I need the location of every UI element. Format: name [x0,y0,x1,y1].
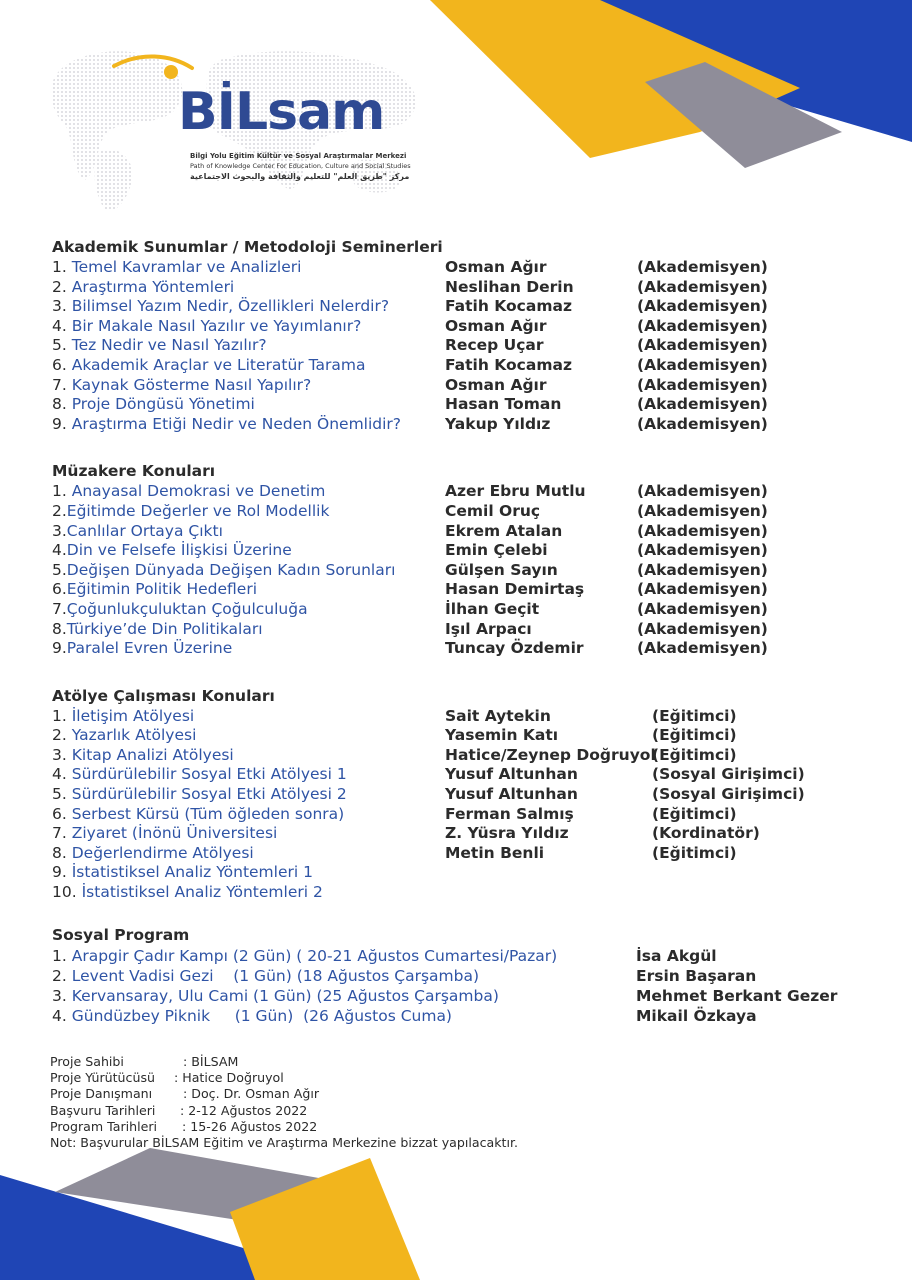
debate-row [52,639,768,659]
academic-row [52,297,768,317]
organizer-name: İsa Akgül [636,946,717,965]
debate-row [52,501,768,522]
program-content [52,236,838,1026]
item-number: 6. [52,804,67,823]
presenter-role: (Akademisyen) [637,560,768,579]
bilsam-logo [40,30,430,220]
topic-text: Bilimsel Yazım Nedir, Özellikleri Nelerdir? [71,297,390,316]
academic-row [52,277,768,298]
academic-row [52,258,768,278]
topic-text: Kitap Analizi Atölyesi [71,745,234,764]
item-number: 5. [52,785,67,804]
info-key: Proje Danışmanı [50,1086,153,1102]
organizer-name: Ersin Başaran [636,966,757,985]
item-number: 4. [52,1006,67,1025]
item-number: 3. [52,986,67,1005]
trainer-name: Ferman Salmış [445,804,574,823]
workshop-row [52,726,737,746]
topic-text: Kervansaray, Ulu Cami (1 Gün) (25 Ağustos Çarşamba) [71,986,499,1005]
info-row [50,1070,518,1086]
item-number: 4. [52,541,67,560]
item-number: 4. [52,316,67,335]
info-row [50,1119,518,1135]
academic-row [52,336,768,356]
debate-section [52,460,768,658]
presenter-role: (Akademisyen) [637,541,768,560]
info-key: Proje Sahibi [50,1054,124,1069]
item-number: 2. [52,726,67,745]
trainer-role: (Eğitimci) [652,706,737,725]
section-spacer [52,434,557,460]
presenter-name: Fatih Kocamaz [445,297,572,316]
trainer-role: (Kordinatör) [652,824,760,843]
item-number: 3. [52,521,67,540]
presenter-name: Hasan Toman [445,395,562,414]
presenter-name: Emin Çelebi [445,541,548,560]
topic-text: Ziyaret (İnönü Üniversitesi [71,824,278,843]
trainer-name: Sait Aytekin [445,706,551,725]
item-number: 7. [52,375,67,394]
section-title-social: Sosyal Program [52,925,190,944]
social-row [52,946,717,966]
item-number: 2. [52,966,67,985]
trainer-role: (Eğitimci) [652,745,737,764]
project-info [50,1054,518,1151]
workshop-row [52,765,805,785]
trainer-name: Hatice/Zeynep Doğruyol [445,745,656,764]
presenter-role: (Akademisyen) [637,355,768,374]
info-value: : BİLSAM [183,1054,239,1069]
academic-row [52,316,768,337]
presenter-name: Ekrem Atalan [445,521,563,540]
application-note: Not: Başvurular BİLSAM Eğitim ve Araştırma Merkezine bizzat yapılacaktır. [50,1134,518,1150]
logo-brand-text: BİLsam [178,82,385,142]
topic-text: Çoğunlukçuluktan Çoğulculuğa [66,599,308,618]
topic-text: Eğitimin Politik Hedefleri [66,580,257,599]
topic-text: Değişen Dünyada Değişen Kadın Sorunları [66,560,396,579]
section-title-debate: Müzakere Konuları [52,462,216,481]
item-number: 1. [52,706,67,725]
debate-row [52,580,768,600]
trainer-name: Metin Benli [445,843,545,862]
debate-row [52,521,768,542]
workshop-row [52,785,805,805]
item-number: 7. [52,599,67,618]
academic-row [52,375,768,396]
presenter-name: Hasan Demirtaş [445,580,585,599]
social-row [52,966,757,986]
trainer-name: Yusuf Altunhan [445,765,578,784]
trainer-role: (Eğitimci) [652,804,737,823]
presenter-name: Osman Ağır [445,316,547,335]
item-number: 6. [52,580,67,599]
topic-text: Canlılar Ortaya Çıktı [66,521,223,540]
topic-text: Tez Nedir ve Nasıl Yazılır? [71,336,267,355]
topic-text: Eğitimde Değerler ve Rol Modellik [66,501,330,520]
trainer-role: (Eğitimci) [652,726,737,745]
presenter-role: (Akademisyen) [637,580,768,599]
topic-text: Yazarlık Atölyesi [71,726,197,745]
topic-text: Araştırma Yöntemleri [71,277,235,296]
topic-text: Bir Makale Nasıl Yazılır ve Yayımlanır? [71,316,362,335]
item-number: 5. [52,560,67,579]
academic-row [52,414,768,435]
debate-row [52,541,768,561]
presenter-name: Neslihan Derin [445,277,574,296]
presenter-role: (Akademisyen) [637,297,768,316]
presenter-role: (Akademisyen) [637,482,768,501]
item-number: 5. [52,336,67,355]
workshop-row [52,706,737,727]
info-row [50,1086,518,1102]
section-spacer [52,903,557,924]
logo-subtitle-en: Path of Knowledge Center For Education, Culture and Social Studies [190,162,411,170]
presenter-name: İlhan Geçit [445,599,540,618]
academic-row [52,355,768,376]
presenter-role: (Akademisyen) [637,619,768,638]
workshop-row [52,824,760,844]
topic-text: Arapgir Çadır Kampı (2 Gün) ( 20-21 Ağustos Cumartesi/Pazar) [71,946,558,965]
topic-text: Serbest Kürsü (Tüm öğleden sonra) [71,804,345,823]
organizer-name: Mehmet Berkant Gezer [636,986,838,1005]
social-section [52,924,838,1026]
presenter-name: Işıl Arpacı [445,619,532,638]
section-title-workshop: Atölye Çalışması Konuları [52,686,275,705]
presenter-role: (Akademisyen) [637,501,768,520]
topic-text: Proje Döngüsü Yönetimi [71,395,255,414]
topic-text: Akademik Araçlar ve Literatür Tarama [71,355,366,374]
presenter-name: Yakup Yıldız [445,414,551,433]
item-number: 9. [52,863,67,882]
section-title-academic: Akademik Sunumlar / Metodoloji Seminerleri [52,238,443,256]
topic-text: İstatistiksel Analiz Yöntemleri 1 [71,863,313,882]
topic-text: Sürdürülebilir Sosyal Etki Atölyesi 2 [71,785,347,804]
workshop-row [52,863,557,883]
presenter-role: (Akademisyen) [637,599,768,618]
info-key: Proje Yürütücüsü [50,1070,155,1086]
academic-section [52,236,768,434]
topic-text: İstatistiksel Analiz Yöntemleri 2 [81,883,323,902]
topic-text: Gündüzbey Piknik (1 Gün) (26 Ağustos Cuma) [71,1006,452,1025]
trainer-role: (Sosyal Girişimci) [652,765,805,784]
item-number: 8. [52,619,67,638]
debate-row [52,482,768,502]
presenter-name: Osman Ağır [445,258,547,276]
organizer-name: Mikail Özkaya [636,1006,757,1025]
item-number: 3. [52,745,67,764]
trainer-name: Yasemin Katı [445,726,559,745]
workshop-row [52,745,737,766]
presenter-role: (Akademisyen) [637,414,768,433]
workshop-row [52,843,737,864]
item-number: 2. [52,277,67,296]
trainer-name: Z. Yüsra Yıldız [445,824,569,843]
item-number: 1. [52,946,67,965]
item-number: 8. [52,395,67,414]
debate-row [52,619,768,640]
presenter-role: (Akademisyen) [637,375,768,394]
info-value: : Hatice Doğruyol [174,1070,284,1086]
logo-subtitle-ar: مركز "طريق العلم" للتعليم والثقافة والبحوث الاجتماعية [190,172,410,181]
social-row [52,986,838,1006]
debate-row [52,599,768,620]
section-spacer [52,659,557,685]
item-number: 10. [52,883,77,902]
social-row [52,1006,757,1026]
workshop-section [52,685,805,903]
trainer-role: (Sosyal Girişimci) [652,785,805,804]
item-number: 1. [52,258,67,276]
presenter-name: Recep Uçar [445,336,544,355]
topic-text: Sürdürülebilir Sosyal Etki Atölyesi 1 [71,765,347,784]
info-row [50,1054,518,1070]
topic-text: Araştırma Etiği Nedir ve Neden Önemlidir? [71,414,402,433]
info-value: : 2-12 Ağustos 2022 [180,1102,308,1118]
topic-text: Kaynak Gösterme Nasıl Yapılır? [71,375,312,394]
presenter-name: Cemil Oruç [445,501,541,520]
info-row [50,1103,518,1119]
presenter-name: Osman Ağır [445,375,547,394]
debate-row [52,560,768,581]
presenter-role: (Akademisyen) [637,521,768,540]
logo-subtitle-tr: Bilgi Yolu Eğitim Kültür ve Sosyal Araştırmalar Merkezi [190,152,407,160]
topic-text: Paralel Evren Üzerine [66,639,233,658]
item-number: 4. [52,765,67,784]
info-key: Program Tarihleri [50,1118,158,1134]
topic-text: Temel Kavramlar ve Analizleri [71,258,302,276]
item-number: 9. [52,414,67,433]
item-number: 8. [52,843,67,862]
item-number: 1. [52,482,67,501]
presenter-role: (Akademisyen) [637,258,768,276]
info-key: Başvuru Tarihleri [50,1102,156,1118]
info-value: : 15-26 Ağustos 2022 [182,1118,318,1134]
topic-text: İletişim Atölyesi [71,706,195,725]
presenter-role: (Akademisyen) [637,395,768,414]
topic-text: Değerlendirme Atölyesi [71,843,254,862]
presenter-name: Fatih Kocamaz [445,355,572,374]
workshop-row [52,804,737,825]
topic-text: Anayasal Demokrasi ve Denetim [71,482,326,501]
topic-text: Din ve Felsefe İlişkisi Üzerine [66,541,292,560]
info-value: : Doç. Dr. Osman Ağır [183,1086,320,1102]
presenter-role: (Akademisyen) [637,336,768,355]
trainer-name: Yusuf Altunhan [445,785,578,804]
trainer-role: (Eğitimci) [652,843,737,862]
item-number: 6. [52,355,67,374]
topic-text: Türkiye’de Din Politikaları [66,619,263,638]
presenter-role: (Akademisyen) [637,277,768,296]
item-number: 3. [52,297,67,316]
item-number: 9. [52,639,67,658]
presenter-role: (Akademisyen) [637,639,768,658]
topic-text: Levent Vadisi Gezi (1 Gün) (18 Ağustos Çarşamba) [71,966,480,985]
workshop-row [52,883,557,903]
presenter-name: Tuncay Özdemir [445,639,584,658]
academic-row [52,395,768,415]
presenter-name: Gülşen Sayın [445,560,558,579]
item-number: 2. [52,501,67,520]
presenter-role: (Akademisyen) [637,316,768,335]
presenter-name: Azer Ebru Mutlu [445,482,586,501]
item-number: 7. [52,824,67,843]
